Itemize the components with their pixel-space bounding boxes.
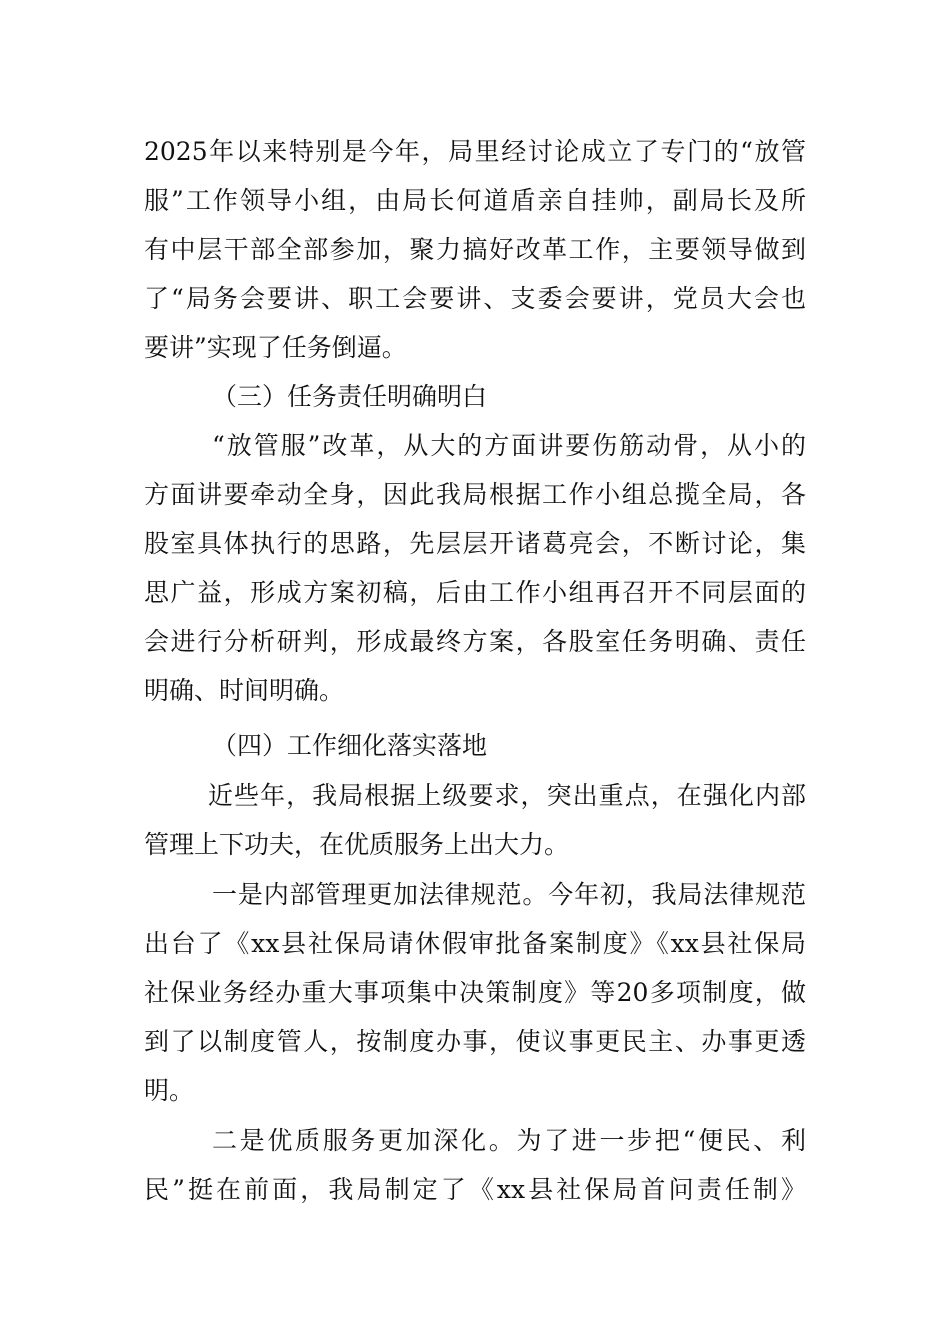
text-line: “放管服”改革，从大的方面讲要伤筋动骨，从小的 xyxy=(212,431,806,460)
text-line: 管理上下功夫，在优质服务上出大力。 xyxy=(144,830,570,859)
text-line: 要讲”实现了任务倒逼。 xyxy=(144,333,407,362)
text-line: 2025年以来特别是今年，局里经讨论成立了专门的“放管 xyxy=(144,137,806,166)
text-line: 二是优质服务更加深化。为了进一步把“便民、利 xyxy=(212,1126,806,1155)
text-line: 服”工作领导小组，由局长何道盾亲自挂帅，副局长及所 xyxy=(144,186,806,215)
text-line: 股室具体执行的思路，先层层开诸葛亮会，不断讨论，集 xyxy=(144,529,806,558)
text-line: 思广益，形成方案初稿，后由工作小组再召开不同层面的 xyxy=(144,578,806,607)
text-line: 方面讲要牵动全身，因此我局根据工作小组总揽全局，各 xyxy=(144,480,806,509)
text-line: 了“局务会要讲、职工会要讲、支委会要讲，党员大会也 xyxy=(144,284,806,313)
text-line: 明。 xyxy=(144,1076,195,1105)
section-heading: （三）任务责任明确明白 xyxy=(212,382,488,411)
section-heading: （四）工作细化落实落地 xyxy=(212,731,488,760)
text-line: 明确、时间明确。 xyxy=(144,676,345,705)
text-line: 到了以制度管人，按制度办事，使议事更民主、办事更透 xyxy=(144,1027,806,1056)
text-line: 有中层干部全部参加，聚力搞好改革工作，主要领导做到 xyxy=(144,235,806,264)
text-line: 会进行分析研判，形成最终方案，各股室任务明确、责任 xyxy=(144,627,806,656)
text-line: 一是内部管理更加法律规范。今年初，我局法律规范 xyxy=(212,880,806,909)
text-line: 近些年，我局根据上级要求，突出重点，在强化内部 xyxy=(208,781,806,810)
text-line: 出台了《xx县社保局请休假审批备案制度》《xx县社保局 xyxy=(144,929,806,958)
text-line: 社保业务经办重大事项集中决策制度》等20多项制度，做 xyxy=(144,978,806,1007)
text-line: 民”挺在前面，我局制定了《xx县社保局首问责任制》 xyxy=(144,1175,806,1204)
